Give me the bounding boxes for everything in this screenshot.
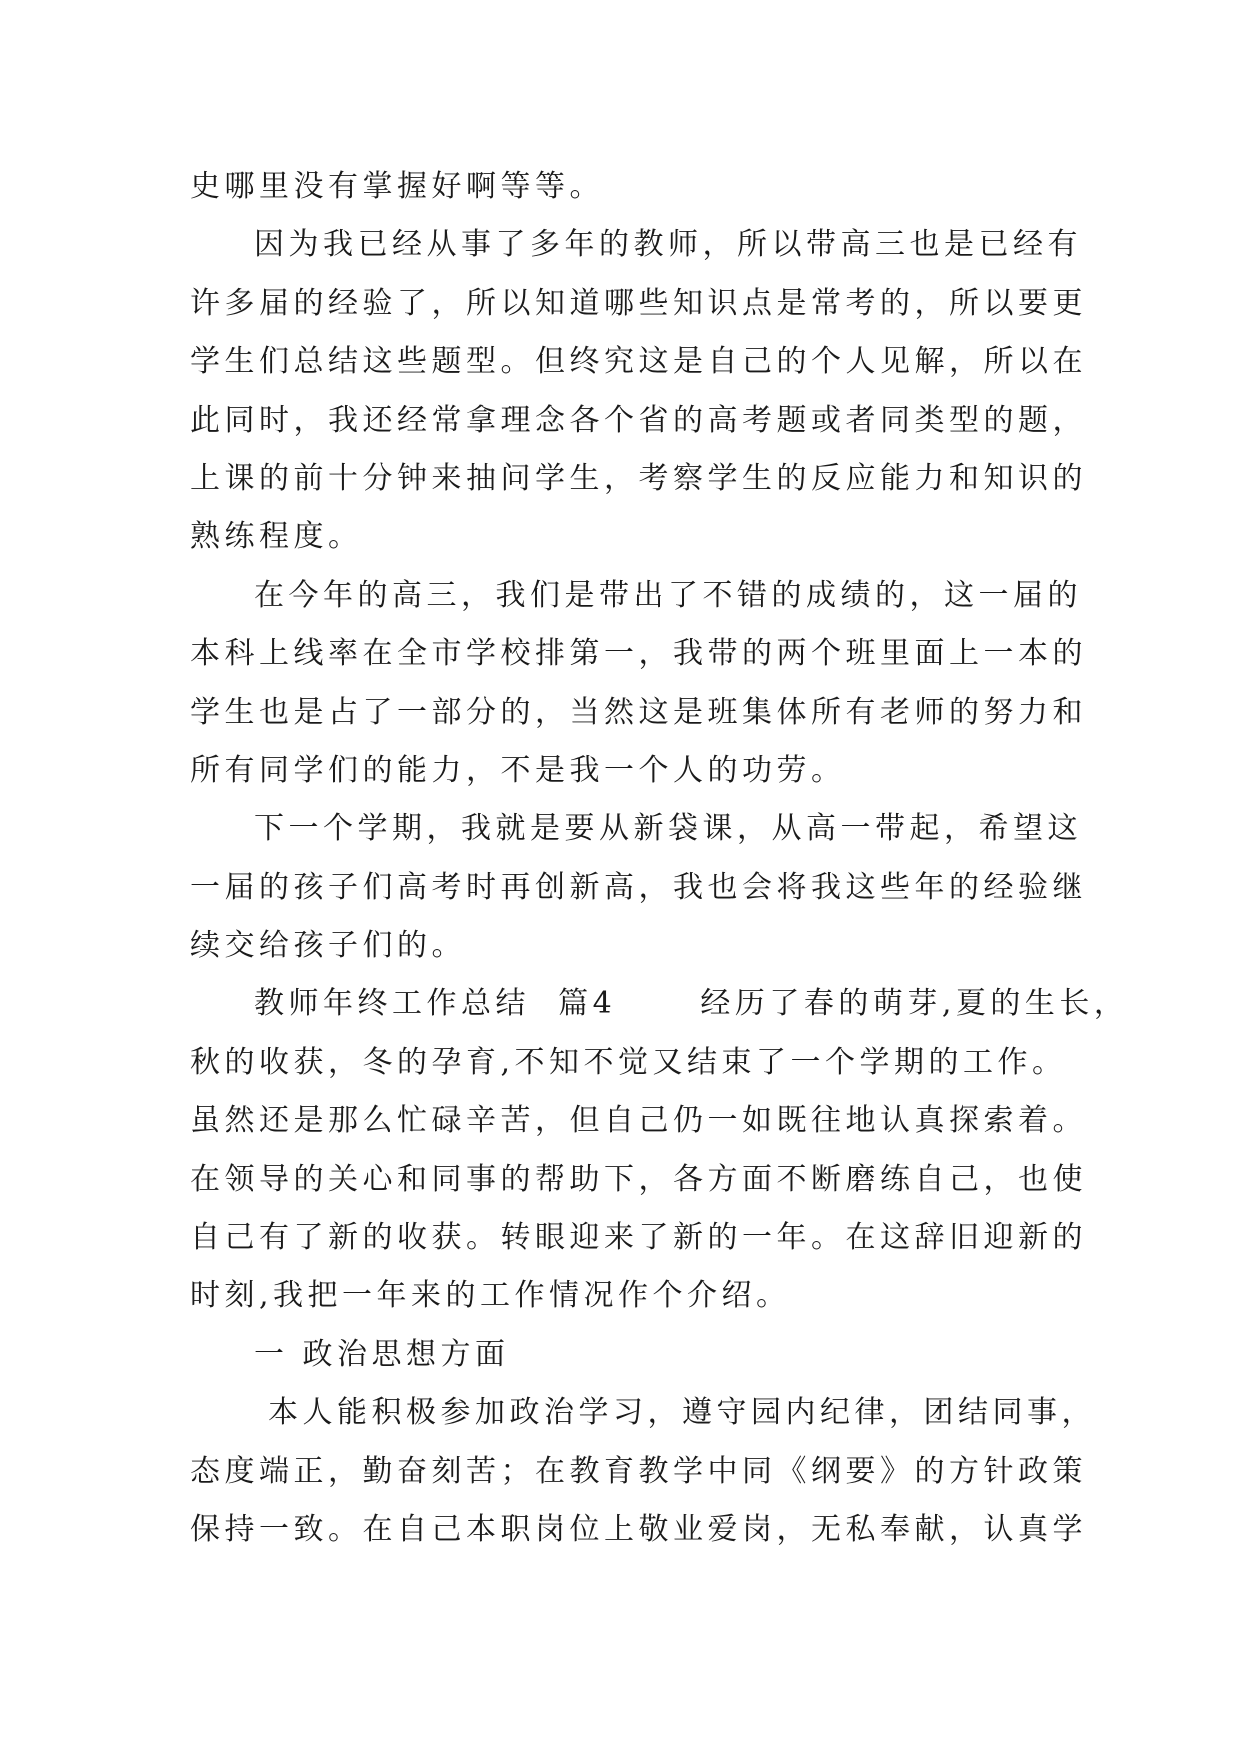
text-line: 时刻,我把一年来的工作情况作个介绍。 <box>190 1278 791 1314</box>
text-line: 此同时，我还经常拿理念各个省的高考题或者同类型的题， <box>190 402 1087 438</box>
text-line: 上课的前十分钟来抽问学生，考察学生的反应能力和知识的 <box>190 460 1087 496</box>
text-line: 史哪里没有掌握好啊等等。 <box>190 169 604 204</box>
text-line: 态度端正，勤奋刻苦；在教育教学中同《纲要》的方针政策 <box>190 1453 1087 1489</box>
section-heading-line: 教师年终工作总结 篇4 经历了春的萌芽,夏的生长， <box>254 986 1129 1022</box>
text-line: 一届的孩子们高考时再创新高，我也会将我这些年的经验继 <box>190 869 1087 905</box>
text-line: 自己有了新的收获。转眼迎来了新的一年。在这辞旧迎新的 <box>190 1220 1087 1256</box>
text-line: 本科上线率在全市学校排第一，我带的两个班里面上一本的 <box>190 636 1087 672</box>
text-line: 所有同学们的能力，不是我一个人的功劳。 <box>190 752 846 788</box>
text-line: 虽然还是那么忙碌辛苦，但自己仍一如既往地认真探索着。 <box>190 1103 1087 1139</box>
text-line: 熟练程度。 <box>190 519 363 555</box>
text-line: 学生也是占了一部分的，当然这是班集体所有老师的努力和 <box>190 694 1087 730</box>
subheading-line: 一 政治思想方面 <box>254 1336 510 1372</box>
body-text <box>190 158 1129 1559</box>
text-line: 本人能积极参加政治学习，遵守园内纪律，团结同事， <box>254 1395 1097 1431</box>
text-line: 在今年的高三，我们是带出了不错的成绩的，这一届的 <box>254 577 1082 613</box>
text-line: 下一个学期，我就是要从新袋课，从高一带起，希望这 <box>254 811 1082 847</box>
text-line: 在领导的关心和同事的帮助下，各方面不断磨练自己，也使 <box>190 1161 1087 1197</box>
text-line: 秋的收获，冬的孕育,不知不觉又结束了一个学期的工作。 <box>190 1044 1067 1080</box>
text-line: 学生们总结这些题型。但终究这是自己的个人见解，所以在 <box>190 344 1087 380</box>
text-line: 续交给孩子们的。 <box>190 928 466 964</box>
text-line: 许多届的经验了，所以知道哪些知识点是常考的，所以要更 <box>190 285 1087 321</box>
text-line: 保持一致。在自己本职岗位上敬业爱岗，无私奉献，认真学 <box>190 1511 1087 1547</box>
text-line: 因为我已经从事了多年的教师，所以带高三也是已经有 <box>254 227 1082 263</box>
